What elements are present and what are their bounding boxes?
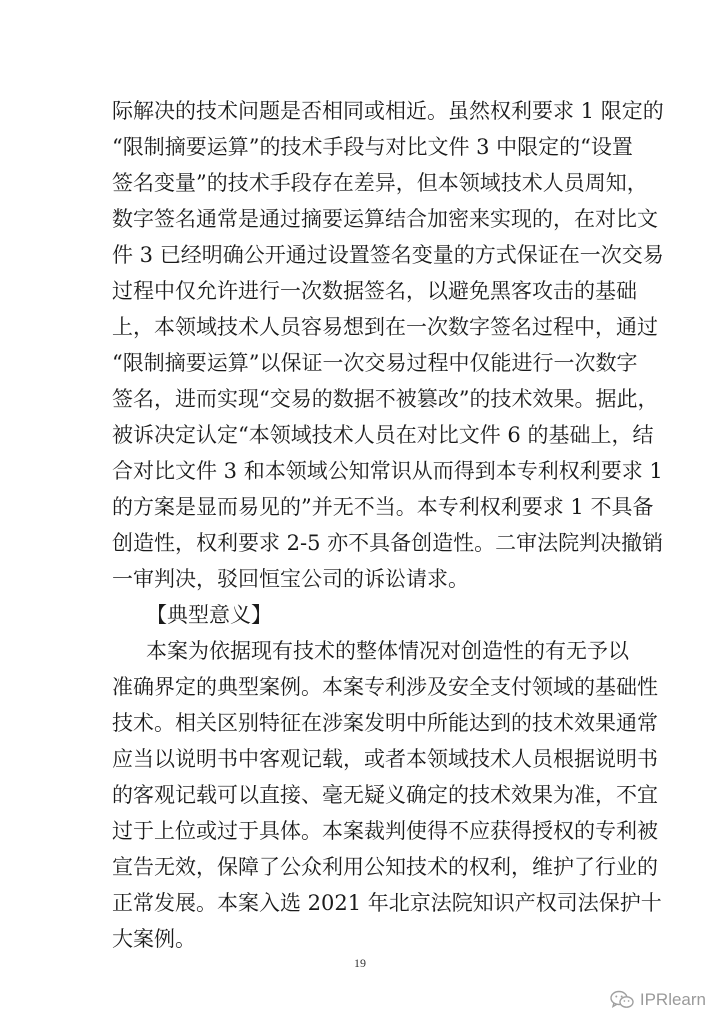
page-number: 19 [354,956,366,970]
paragraph-line: 合对比文件 3 和本领域公知常识从而得到本专利权利要求 1 [112,459,663,483]
paragraph-line: 上，本领域技术人员容易想到在一次数字签名过程中，通过 [112,315,658,339]
section-heading: 【典型意义】 [146,603,272,627]
paragraph-line: 大案例。 [112,927,196,951]
wechat-icon [610,990,634,1010]
watermark-text: IPRlearn [639,990,706,1009]
paragraph-line: 数字签名通常是通过摘要运算结合加密来实现的，在对比文 [112,207,658,231]
paragraph-line: 签名变量”的技术手段存在差异，但本领域技术人员周知， [112,171,648,195]
paragraph-line: 过程中仅允许进行一次数据签名，以避免黑客攻击的基础 [112,279,637,303]
paragraph-line: 件 3 已经明确公开通过设置签名变量的方式保证在一次交易 [112,243,664,267]
paragraph-line: 技术。相关区别特征在涉案发明中所能达到的技术效果通常 [112,711,658,735]
paragraph-line: 本案为依据现有技术的整体情况对创造性的有无予以 [146,639,629,663]
watermark [610,990,706,1010]
paragraph-line: “限制摘要运算”以保证一次交易过程中仅能进行一次数字 [112,351,638,375]
paragraph-line: 过于上位或过于具体。本案裁判使得不应获得授权的专利被 [112,819,658,843]
paragraph-line: 正常发展。本案入选 2021 年北京法院知识产权司法保护十 [112,891,662,915]
paragraph-line: 一审判决，驳回恒宝公司的诉讼请求。 [112,567,469,591]
paragraph-line: 际解决的技术问题是否相同或相近。虽然权利要求 1 限定的 [112,99,664,123]
paragraph-line: 签名，进而实现“交易的数据不被篡改”的技术效果。据此， [112,387,659,411]
paragraph-line: “限制摘要运算”的技术手段与对比文件 3 中限定的“设置 [112,135,633,159]
paragraph-line: 应当以说明书中客观记载，或者本领域技术人员根据说明书 [112,747,658,771]
paragraph-line: 的客观记载可以直接、毫无疑义确定的技术效果为准，不宜 [112,783,658,807]
paragraph-line: 准确界定的典型案例。本案专利涉及安全支付领域的基础性 [112,675,658,699]
paragraph-line: 的方案是显而易见的”并无不当。本专利权利要求 1 不具备 [112,495,654,519]
paragraph-line: 被诉决定认定“本领域技术人员在对比文件 6 的基础上，结 [112,423,654,447]
paragraph-line: 创造性，权利要求 2-5 亦不具备创造性。二审法院判决撤销 [112,531,664,555]
paragraph-line: 宣告无效，保障了公众利用公知技术的权利，维护了行业的 [112,855,658,879]
